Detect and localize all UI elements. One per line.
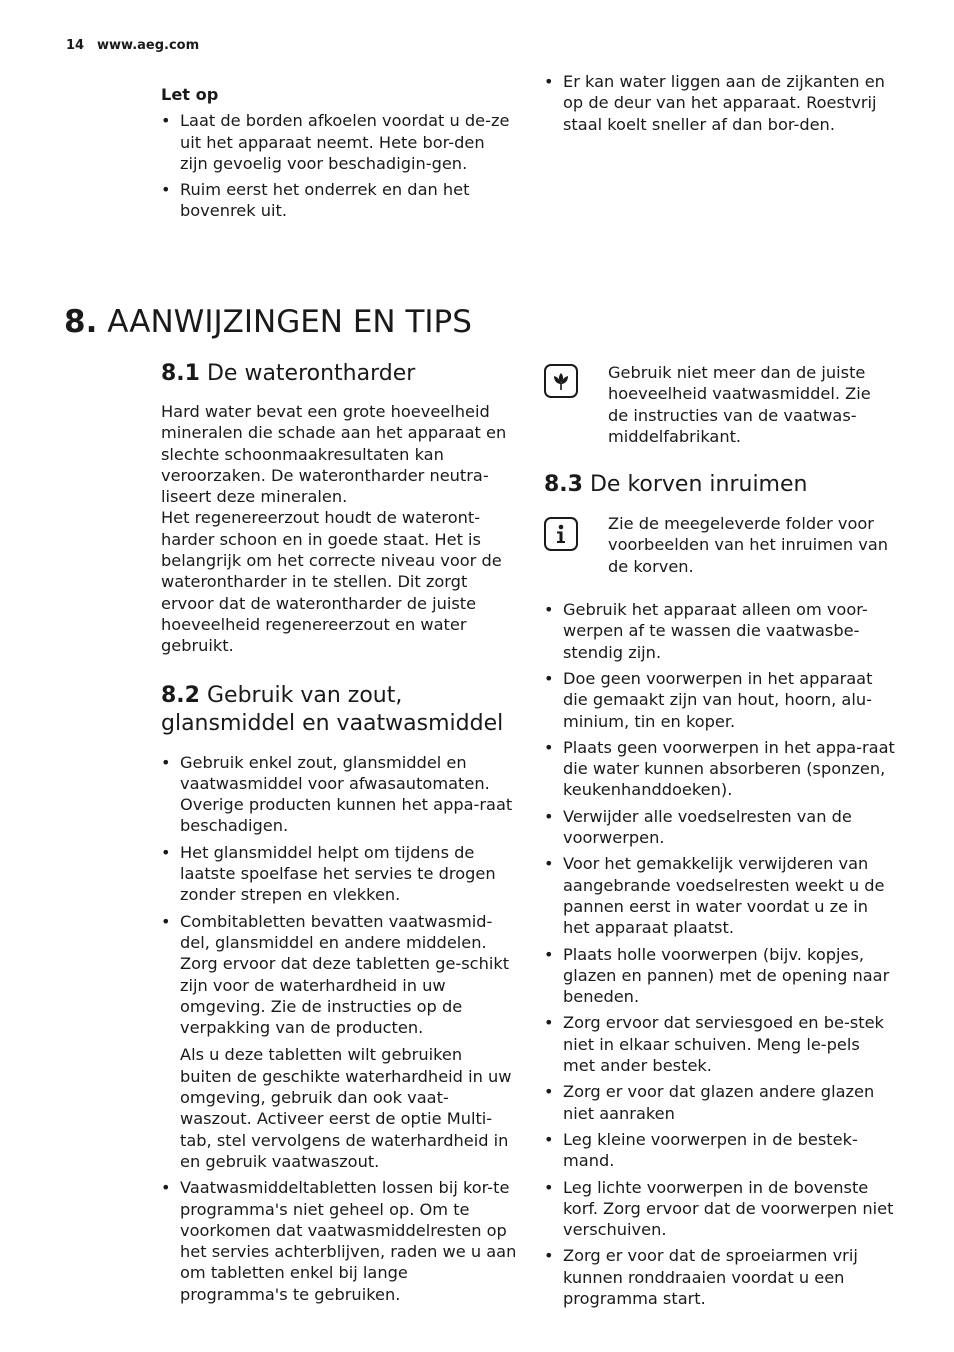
section-title-line1: Gebruik van zout,: [206, 682, 403, 708]
list-item-text: Combitabletten bevatten vaatwasmid-del, glansmiddel en andere middelen. Zorg ervoor dat deze tabletten ge-schikt zijn voor de waterhardheid in uw omgeving. Zie de instructies op de verpakking van de producten.: [180, 911, 510, 1038]
loading-list: [544, 599, 896, 1309]
list-item: • Het glansmiddel helpt om tijdens de laatste spoelfase het servies te drogen zonder strepen en vlekken.: [161, 842, 517, 906]
let-op-title: Let op: [161, 85, 219, 104]
info-icon: [544, 517, 578, 551]
list-item: • Leg kleine voorwerpen in de bestek-mand.: [544, 1129, 896, 1172]
let-op-list: [161, 110, 516, 221]
chapter-title: AANWIJZINGEN EN TIPS: [107, 304, 472, 340]
section-number: 8.3: [544, 472, 583, 498]
left-column: [161, 360, 517, 1310]
list-item: • Gebruik het apparaat alleen om voor-werpen af te wassen die vaatwasbe-stendig zijn.: [544, 599, 896, 663]
list-item: • Zorg er voor dat glazen andere glazen niet aanraken: [544, 1081, 896, 1124]
list-item: • Leg lichte voorwerpen in de bovenste korf. Zorg ervoor dat de voorwerpen niet verschuiven.: [544, 1177, 896, 1241]
environment-tulip-icon: [544, 364, 578, 398]
note-text: Zie de meegeleverde folder voor voorbeelden van het inruimen van de korven.: [608, 514, 889, 576]
list-item: • Ruim eerst het onderrek en dan het bovenrek uit.: [161, 179, 516, 222]
paragraph: Hard water bevat een grote hoeveelheid mineralen die schade aan het apparaat en slechte schoonmaakresultaten kan veroorzaken. De waterontharder neutra-liseert deze mineralen.: [161, 402, 507, 507]
let-op-section: [161, 84, 516, 227]
section-title: De korven inruimen: [589, 472, 808, 498]
environment-note: [544, 362, 896, 447]
list-item: • Gebruik enkel zout, glansmiddel en vaatwasmiddel voor afwasautomaten. Overige producten kunnen het appa-raat beschadigen.: [161, 752, 517, 837]
section-number: 8.1: [161, 361, 200, 386]
list-item: • Zorg ervoor dat serviesgoed en be-stek niet in elkaar schuiven. Meng le-pels met ander bestek.: [544, 1012, 896, 1076]
website-url: www.aeg.com: [97, 38, 200, 53]
list-item: • Plaats geen voorwerpen in het appa-raat die water kunnen absorberen (sponzen, keukenhanddoeken).: [544, 737, 896, 801]
list-item: • Verwijder alle voedselresten van de voorwerpen.: [544, 806, 896, 849]
usage-list: [161, 752, 517, 1305]
right-top-list: [544, 71, 896, 135]
info-note: [544, 513, 896, 577]
list-item: • Vaatwasmiddeltabletten lossen bij kor-te programma's niet geheel op. Om te voorkomen dat vaatwasmiddelresten op het servies achterblijven, raden we u aan om tabletten enkel bij lange programma's te gebruiken.: [161, 1177, 517, 1305]
chapter-number: 8.: [64, 304, 98, 340]
page-number: 14: [66, 38, 85, 53]
list-item: • Laat de borden afkoelen voordat u de-ze uit het apparaat neemt. Hete bor-den zijn gevoelig voor beschadigin-gen.: [161, 110, 516, 174]
section-title-line2: glansmiddel en vaatwasmiddel: [161, 710, 504, 736]
section-heading-8-2: [161, 682, 517, 738]
list-item: [161, 911, 517, 1173]
right-column: [544, 362, 896, 1314]
list-item: • Doe geen voorwerpen in het apparaat die gemaakt zijn van hout, hoorn, alu-minium, tin en koper.: [544, 668, 896, 732]
section-number: 8.2: [161, 682, 200, 708]
paragraph: Het regenereerzout houdt de wateront-harder schoon en in goede staat. Het is belangrijk om het correcte niveau voor de waterontharder in te stellen. Dit zorgt ervoor dat de waterontharder de juiste hoeveelheid regenereerzout en water gebruikt.: [161, 508, 502, 656]
list-item: • Er kan water liggen aan de zijkanten en op de deur van het apparaat. Roestvrij staal koelt sneller af dan bor-den.: [544, 71, 896, 135]
list-item: • Voor het gemakkelijk verwijderen van aangebrande voedselresten weekt u de pannen eerst in water voordat u ze in het apparaat plaatst.: [544, 853, 896, 938]
note-text: Gebruik niet meer dan de juiste hoeveelheid vaatwasmiddel. Zie de instructies van de vaatwas-middelfabrikant.: [608, 363, 871, 446]
list-item: • Plaats holle voorwerpen (bijv. kopjes, glazen en pannen) met de opening naar beneden.: [544, 944, 896, 1008]
section-title: De waterontharder: [206, 361, 416, 386]
section-heading-8-1: [161, 360, 517, 388]
list-item: • Zorg er voor dat de sproeiarmen vrij kunnen ronddraaien voordat u een programma start.: [544, 1245, 896, 1309]
section-heading-8-3: [544, 471, 896, 499]
list-item-extra: Als u deze tabletten wilt gebruiken buiten de geschikte waterhardheid in uw omgeving, gebruik dan ook vaat-waszout. Activeer eerst de optie Multi-tab, stel vervolgens de waterhardheid in en gebruik vaatwaszout.: [180, 1045, 512, 1171]
right-top-section: [544, 71, 896, 140]
chapter-heading: [64, 304, 472, 340]
